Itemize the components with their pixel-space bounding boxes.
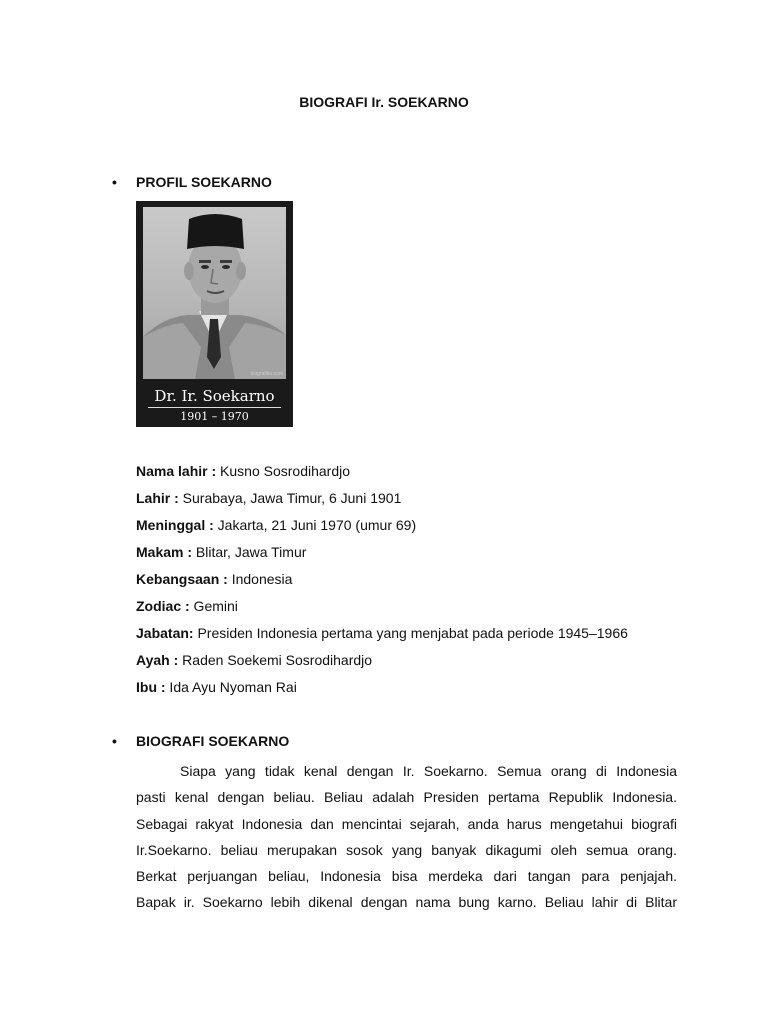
profile-label: Lahir : [136, 490, 179, 506]
profile-row [136, 542, 628, 569]
profile-value: Indonesia [227, 571, 293, 587]
profile-row [136, 461, 628, 488]
document-title: BIOGRAFI Ir. SOEKARNO [299, 94, 469, 110]
profile-value: Presiden Indonesia pertama yang menjabat pada periode 1945–1966 [193, 625, 628, 641]
profile-value: Blitar, Jawa Timur [192, 544, 307, 560]
profile-label: Zodiac : [136, 598, 190, 614]
profile-value: Kusno Sosrodihardjo [216, 463, 351, 479]
profile-value: Ida Ayu Nyoman Rai [165, 679, 297, 695]
profile-value: Raden Soekemi Sosrodihardjo [178, 652, 373, 668]
paragraph-line: Bapak ir. Soekarno lebih dikenal dengan nama bung karno. Beliau lahir di Blitar [136, 894, 677, 911]
profile-value: Surabaya, Jawa Timur, 6 Juni 1901 [178, 490, 402, 506]
profile-section-heading [112, 174, 272, 190]
profile-value: Jakarta, 21 Juni 1970 (umur 69) [213, 517, 417, 533]
photo-caption-name: Dr. Ir. Soekarno [154, 387, 275, 405]
photo-caption-years: 1901 – 1970 [180, 410, 249, 423]
profile-row [136, 488, 628, 515]
soekarno-photo [136, 201, 293, 427]
profile-label: Ibu : [136, 679, 166, 695]
paragraph-line: Siapa yang tidak kenal dengan Ir. Soekarno. Semua orang di Indonesia [180, 763, 677, 779]
bullet-icon: • [112, 733, 117, 749]
portrait-drawing [143, 207, 286, 379]
profile-row [136, 650, 628, 677]
profile-row [136, 623, 628, 650]
paragraph-line: pasti kenal dengan beliau. Beliau adalah Presiden pertama Republik Indonesia. [136, 789, 677, 806]
profile-label: Makam : [136, 544, 193, 560]
portrait-image [143, 207, 286, 379]
caption-divider [148, 407, 281, 408]
profile-label: Nama lahir : [136, 463, 217, 479]
profile-row [136, 515, 628, 542]
photo-watermark: biografiku.com [250, 371, 283, 377]
profile-row [136, 569, 628, 596]
paragraph-line: Ir.Soekarno. beliau merupakan sosok yang banyak dikagumi oleh semua orang. [136, 841, 677, 858]
profile-row [136, 677, 628, 704]
bullet-icon: • [112, 174, 117, 190]
profile-label: Kebangsaan : [136, 571, 228, 587]
paragraph-line: Sebagai rakyat Indonesia dan mencintai sejarah, anda harus mengetahui biografi [136, 815, 677, 832]
bio-heading-text: BIOGRAFI SOEKARNO [136, 733, 290, 749]
profile-list [136, 461, 628, 704]
profile-label: Ayah : [136, 652, 179, 668]
profile-heading-text: PROFIL SOEKARNO [136, 174, 272, 190]
biography-paragraph [136, 758, 677, 916]
profile-label: Jabatan: [136, 625, 194, 641]
bio-section-heading [112, 733, 289, 749]
profile-label: Meninggal : [136, 517, 214, 533]
profile-row [136, 596, 628, 623]
profile-value: Gemini [189, 598, 238, 614]
paragraph-line: Berkat perjuangan beliau, Indonesia bisa merdeka dari tangan para penjajah. [136, 868, 677, 885]
